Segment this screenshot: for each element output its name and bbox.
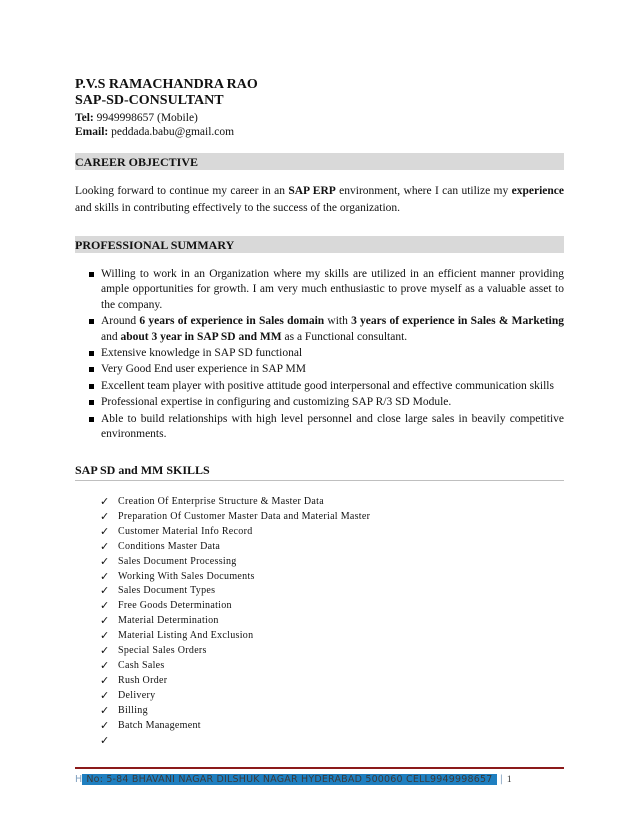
- phone-value: 9949998657 (Mobile): [93, 112, 198, 124]
- summary-text-part: with: [324, 315, 352, 328]
- footer-separator: |: [499, 774, 503, 785]
- summary-item-text: Professional expertise in configuring and customizing SAP R/3 SD Module.: [101, 396, 452, 409]
- summary-item-text: Very Good End user experience in SAP MM: [101, 363, 306, 376]
- summary-item: [75, 395, 564, 410]
- skill-item: [100, 540, 370, 555]
- professional-summary-list: [75, 267, 564, 443]
- skill-item-text: Creation Of Enterprise Structure & Master Data: [118, 496, 324, 507]
- checkmark-icon: ✓: [100, 733, 110, 747]
- skill-item: [100, 510, 370, 525]
- skill-item-text: Conditions Master Data: [118, 540, 221, 552]
- checkmark-icon: ✓: [100, 599, 110, 613]
- skill-item: [100, 495, 370, 510]
- email-line: [75, 125, 234, 139]
- summary-item: [75, 346, 564, 361]
- skill-item: [100, 570, 370, 585]
- summary-item: [75, 362, 564, 377]
- summary-item: [75, 314, 564, 345]
- checkmark-icon: ✓: [100, 614, 110, 628]
- summary-item-text: Able to build relationships with high level personnel and close large sales in beavily competitive environments.: [101, 412, 564, 441]
- skill-item-text: Free Goods Determination: [118, 600, 232, 612]
- checkmark-icon: ✓: [100, 524, 110, 538]
- email-label: Email:: [75, 126, 109, 138]
- square-bullet-icon: [89, 272, 94, 277]
- square-bullet-icon: [89, 351, 94, 356]
- career-objective-text: [75, 183, 564, 217]
- summary-item-text: Excellent team player with positive attitude good interpersonal and effective communication skills: [101, 379, 554, 392]
- checkmark-icon: ✓: [100, 688, 110, 702]
- objective-bold-part: experience: [511, 185, 564, 197]
- checkmark-icon: ✓: [100, 539, 110, 553]
- email-value: peddada.babu@gmail.com: [108, 126, 235, 138]
- summary-text-part: and: [101, 330, 121, 343]
- skill-item: [100, 674, 370, 689]
- checkmark-icon: ✓: [100, 658, 110, 672]
- summary-item: [75, 412, 564, 443]
- skill-item-text: Working With Sales Documents: [118, 570, 255, 582]
- skill-item-text: Material Listing And Exclusion: [118, 630, 254, 642]
- skill-item: [100, 525, 370, 540]
- checkmark-icon: ✓: [100, 673, 110, 687]
- summary-item-text: Willing to work in an Organization where my skills are utilized in an efficient manner providing ample opportunities for growth. I am very much enthusiastic to prove myself as a valuable asset to the company.: [101, 268, 564, 311]
- skills-divider: [75, 480, 564, 481]
- summary-item-text: Extensive knowledge in SAP SD functional: [101, 347, 303, 360]
- candidate-role: SAP-SD-CONSULTANT: [75, 93, 224, 108]
- square-bullet-icon: [89, 417, 94, 422]
- skill-item: [100, 704, 370, 719]
- summary-item: [75, 379, 564, 394]
- summary-bold-part: 6 years of experience in Sales domain: [139, 315, 325, 328]
- checkmark-icon: ✓: [100, 554, 110, 568]
- summary-text-part: as a Functional consultant.: [281, 330, 408, 343]
- skill-item: [100, 629, 370, 644]
- skill-item-text: Sales Document Types: [118, 585, 216, 597]
- checkmark-icon: ✓: [100, 718, 110, 732]
- skill-item: [100, 584, 370, 599]
- skill-item: [100, 614, 370, 629]
- skill-item-text: Billing: [118, 704, 148, 716]
- skill-item-text: Rush Order: [118, 674, 168, 686]
- phone-label: Tel:: [75, 112, 94, 124]
- page-number: 1: [506, 775, 512, 785]
- skill-item-text: Batch Management: [118, 719, 201, 731]
- objective-bold-part: SAP ERP: [288, 185, 336, 197]
- objective-text-part: environment, where I can utilize my: [335, 185, 512, 197]
- objective-text-part: Looking forward to continue my career in an: [75, 185, 289, 197]
- skill-item-text: Delivery: [118, 689, 156, 701]
- skill-item: [100, 719, 370, 734]
- skill-item-text: Cash Sales: [118, 659, 165, 671]
- skill-item: [100, 659, 370, 674]
- skill-item: [100, 555, 370, 570]
- professional-summary-heading: PROFESSIONAL SUMMARY: [75, 236, 564, 253]
- checkmark-icon: ✓: [100, 644, 110, 658]
- summary-bold-part: 3 years of experience in Sales & Marketing: [351, 315, 564, 328]
- checkmark-icon: ✓: [100, 509, 110, 523]
- footer-prefix: H: [75, 774, 83, 785]
- checkmark-icon: ✓: [100, 629, 110, 643]
- checkmark-icon: ✓: [100, 703, 110, 717]
- skill-item: [100, 644, 370, 659]
- square-bullet-icon: [89, 384, 94, 389]
- footer-divider: [75, 767, 564, 769]
- candidate-name: P.V.S RAMACHANDRA RAO: [75, 77, 258, 92]
- footer-address: No: 5-84 BHAVANI NAGAR DILSHUK NAGAR HYDERABAD 500060 CELL9949998657: [83, 774, 496, 785]
- page-footer: [75, 772, 512, 787]
- summary-text-part: Around: [101, 315, 140, 328]
- phone-line: [75, 111, 198, 125]
- career-objective-heading: CAREER OBJECTIVE: [75, 153, 564, 170]
- square-bullet-icon: [89, 400, 94, 405]
- skill-item-text: Preparation Of Customer Master Data and Material Master: [118, 510, 371, 522]
- objective-text-part: and skills in contributing effectively to the success of the organization.: [75, 202, 401, 214]
- checkmark-icon: ✓: [100, 495, 110, 508]
- checkmark-icon: ✓: [100, 569, 110, 583]
- square-bullet-icon: [89, 319, 94, 324]
- skill-item: [100, 689, 370, 704]
- skill-item-text: Customer Material Info Record: [118, 525, 253, 537]
- skill-item: [100, 599, 370, 614]
- checkmark-icon: ✓: [100, 584, 110, 598]
- skill-item-text: Material Determination: [118, 615, 219, 627]
- skill-item-text: Sales Document Processing: [118, 555, 237, 567]
- square-bullet-icon: [89, 367, 94, 372]
- skill-item-text: Special Sales Orders: [118, 645, 207, 657]
- skills-heading: SAP SD and MM SKILLS: [75, 463, 210, 477]
- skills-list: [100, 495, 371, 747]
- summary-bold-part: about 3 year in SAP SD and MM: [120, 330, 282, 343]
- summary-item: [75, 267, 564, 313]
